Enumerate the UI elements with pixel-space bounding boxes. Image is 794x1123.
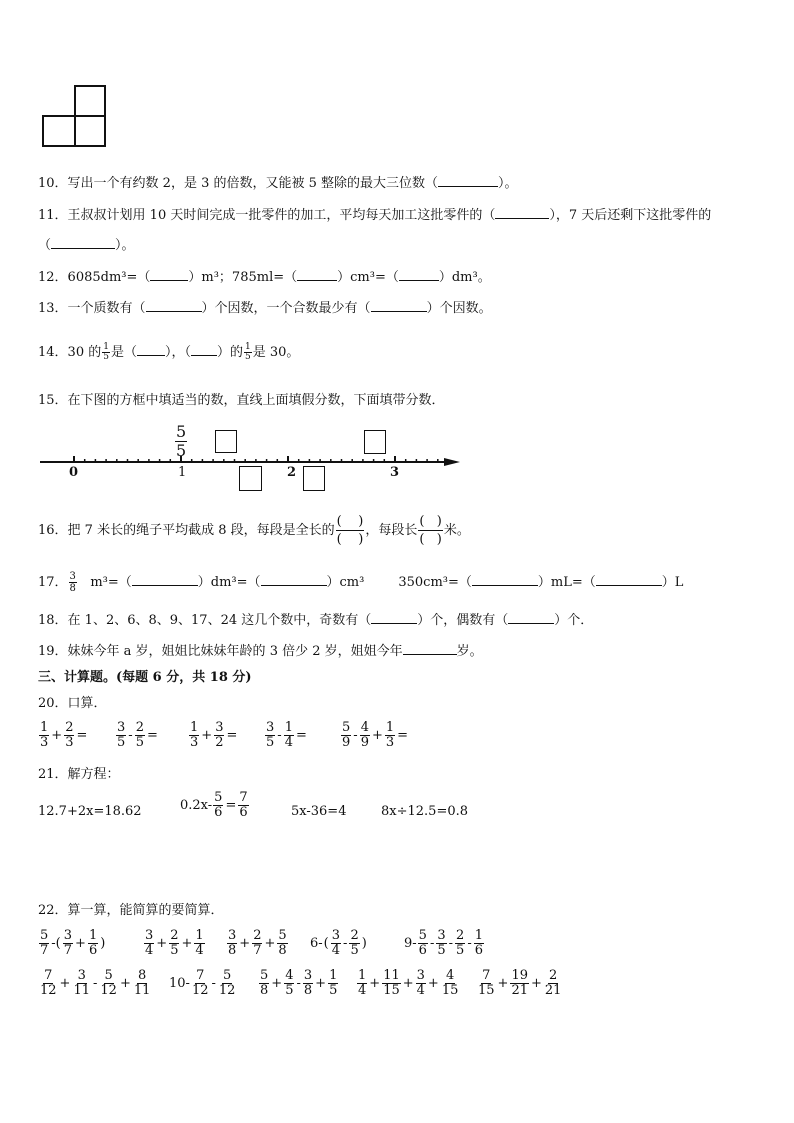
expression <box>38 969 152 998</box>
numerator: 2 <box>456 928 465 943</box>
operator: + <box>201 728 213 743</box>
answer-blank[interactable] <box>146 299 202 312</box>
denominator: 6 <box>474 943 484 958</box>
equation-3: 5x-36=4 <box>291 804 347 819</box>
numerator: 5 <box>214 790 223 805</box>
tick-label-1: 1 <box>178 465 187 480</box>
operator: = <box>397 728 409 743</box>
numerator: 2 <box>65 720 74 735</box>
tick-label-0: 0 <box>69 465 79 480</box>
denominator: 12 <box>191 983 209 998</box>
fraction <box>328 969 338 998</box>
answer-blank[interactable] <box>297 268 337 281</box>
answer-blank[interactable] <box>596 573 662 586</box>
answer-blank[interactable] <box>472 573 538 586</box>
denominator: 9 <box>360 735 369 750</box>
question-14: 14．30 的 $\frac{1}{5}$ 是（ ），（ ）的 $\frac{1}{5}$ 是 30。 <box>38 342 300 362</box>
numerator: 5 <box>418 928 427 943</box>
denominator: 5 <box>456 943 465 958</box>
numerator: 1 <box>190 720 199 735</box>
fraction <box>214 721 224 750</box>
fraction <box>441 969 460 998</box>
fraction: $\frac{1}{5}$ <box>103 342 109 362</box>
denominator: 11 <box>133 983 151 998</box>
fraction <box>418 929 428 958</box>
denominator: 4 <box>145 943 154 958</box>
denominator: 5 <box>350 943 359 958</box>
denominator: 21 <box>544 983 562 998</box>
numerator: 2 <box>135 720 144 735</box>
fraction: $\frac{3}{8}$ <box>69 571 76 594</box>
operator: + <box>264 936 276 951</box>
denominator: 4 <box>358 983 367 998</box>
denominator: 4 <box>331 943 341 958</box>
numerator: 5 <box>342 720 351 735</box>
fraction <box>133 969 152 998</box>
fraction <box>357 969 367 998</box>
answer-blank[interactable] <box>495 206 549 219</box>
numerator: 3 <box>266 720 275 735</box>
fraction <box>39 969 58 998</box>
numerator: 5 <box>260 968 269 983</box>
fraction <box>218 969 237 998</box>
operator: + <box>371 728 383 743</box>
equation-1: 12.7+2x=18.62 <box>38 804 142 819</box>
denominator: 7 <box>253 943 262 958</box>
numerator: 1 <box>329 968 338 983</box>
denominator: 6 <box>88 943 98 958</box>
answer-blank[interactable] <box>371 611 417 624</box>
expression <box>310 929 368 958</box>
fraction <box>194 929 204 958</box>
numerator: 5 <box>278 928 287 943</box>
fraction <box>72 969 91 998</box>
fraction <box>360 721 370 750</box>
fraction <box>169 929 179 958</box>
expression <box>143 929 206 958</box>
question-18: 18．在 1、2、6、8、9、17、24 这几个数中，奇数有（ ）个，偶数有（ ）个． <box>38 613 594 628</box>
question-12: 12．6085dm³=（ ）m³；785ml=（ ）cm³=（ ）dm³。 <box>38 270 491 285</box>
expression <box>476 969 563 998</box>
numerator: 2 <box>549 968 558 983</box>
question-16: 16．把 7 米长的绳子平均截成 8 段，每段是全长的 $\frac{( )}{( )}$ ，每段长 $\frac{( )}{( )}$ 米。 <box>38 514 470 547</box>
expression <box>169 969 237 998</box>
numerator: 3 <box>303 968 313 983</box>
numerator: 2 <box>350 928 359 943</box>
operator: = <box>226 728 238 743</box>
expression <box>115 721 159 750</box>
denominator: 2 <box>215 735 224 750</box>
denominator: 15 <box>383 983 400 998</box>
denominator: 5 <box>170 943 179 958</box>
fraction <box>436 929 446 958</box>
operator: + <box>427 976 439 991</box>
question-13: 13．一个质数有（ ）个因数，一个合数最少有（ ）个因数。 <box>38 301 492 316</box>
operator: + <box>315 976 327 991</box>
expression <box>356 969 460 998</box>
numerator: 3 <box>145 928 154 943</box>
numerator: 3 <box>228 928 237 943</box>
operator: - <box>211 976 216 991</box>
question-17: 17． $\frac{3}{8}$ m³=（ ）dm³=（ ）cm³ 350cm³=（ ）mL=（ ）L <box>38 571 684 594</box>
numerator: 1 <box>358 968 367 983</box>
operator: = <box>225 798 237 813</box>
section-title: 三、计算题。(每题 6 分，共 18 分) <box>38 670 252 685</box>
expression <box>404 929 485 958</box>
denominator: 4 <box>195 943 204 958</box>
fraction <box>385 721 395 750</box>
answer-box-above-1[interactable] <box>215 430 237 453</box>
fraction <box>213 791 223 820</box>
operator: + <box>531 976 542 991</box>
numerator: 7 <box>44 968 53 983</box>
denominator: 8 <box>278 943 287 958</box>
answer-blank[interactable] <box>150 268 188 281</box>
fraction <box>144 929 154 958</box>
expression <box>188 721 238 750</box>
fraction <box>99 969 118 998</box>
denominator: 4 <box>416 983 425 998</box>
fraction <box>510 969 529 998</box>
operator: - <box>343 936 348 951</box>
numerator: 1 <box>385 720 395 735</box>
answer-blank[interactable] <box>191 343 217 356</box>
operator: - <box>277 728 282 743</box>
fraction <box>116 721 126 750</box>
denominator: 5 <box>135 735 144 750</box>
denominator: 5 <box>117 735 126 750</box>
denominator: 8 <box>228 943 237 958</box>
numerator: 8 <box>137 968 147 983</box>
operator: + <box>239 936 251 951</box>
operator: + <box>51 728 63 743</box>
denominator: 8 <box>260 983 269 998</box>
answer-blank[interactable] <box>403 642 457 655</box>
fraction <box>331 929 341 958</box>
operator: - <box>93 976 98 991</box>
question-11-line1: 11．王叔叔计划用 10 天时间完成一批零件的加工，平均每天加工这批零件的（ ），7 天后还剩下这批零件的 <box>38 208 712 223</box>
answer-blank[interactable] <box>399 268 439 281</box>
numerator: 2 <box>253 928 262 943</box>
fraction <box>303 969 313 998</box>
numerator: 1 <box>88 928 98 943</box>
answer-box-above-2[interactable] <box>364 430 386 454</box>
numerator: 1 <box>474 928 484 943</box>
operator: -( <box>51 936 61 951</box>
numerator: 4 <box>445 968 455 983</box>
denominator: 3 <box>190 735 199 750</box>
answer-blank[interactable] <box>438 174 498 187</box>
equation-2: 0.2x- $\frac{5}{6}$ = $\frac{7}{6}$ <box>180 790 248 820</box>
operator: - <box>448 936 454 951</box>
fraction <box>259 969 269 998</box>
denominator: 3 <box>65 735 74 750</box>
tick-label-2: 2 <box>287 465 297 480</box>
operator: - <box>353 728 358 743</box>
numerator: 11 <box>383 968 400 983</box>
fraction <box>64 721 74 750</box>
denominator: 3 <box>40 735 49 750</box>
numerator: 7 <box>482 968 491 983</box>
question-21-title: 21．解方程： <box>38 767 120 782</box>
operator: + <box>156 936 168 951</box>
answer-fraction[interactable]: $\frac{( )}{( )}$ <box>419 514 442 547</box>
operator: + <box>119 976 131 991</box>
shape-square-top <box>74 85 106 117</box>
answer-blank[interactable] <box>51 236 115 249</box>
fraction <box>477 969 496 998</box>
numerator: 19 <box>511 968 528 983</box>
numerator: 1 <box>40 720 49 735</box>
numerator: 5 <box>223 968 232 983</box>
denominator: 21 <box>511 983 528 998</box>
operator: + <box>75 936 86 951</box>
fraction <box>63 929 73 958</box>
expression-lead: 9- <box>404 936 417 951</box>
operator: + <box>271 976 283 991</box>
expression <box>264 721 308 750</box>
operator: + <box>497 976 509 991</box>
fraction <box>416 969 426 998</box>
denominator: 4 <box>284 735 293 750</box>
denominator: 5 <box>266 735 275 750</box>
answer-blank[interactable] <box>137 343 165 356</box>
fraction <box>39 929 49 958</box>
answer-blank[interactable] <box>132 573 198 586</box>
denominator: 9 <box>342 735 351 750</box>
denominator: 12 <box>100 983 117 998</box>
denominator: 7 <box>63 943 73 958</box>
operator: ) <box>100 936 106 951</box>
expression-lead: 10- <box>169 976 190 991</box>
numerator: 7 <box>196 968 205 983</box>
denominator: 12 <box>218 983 236 998</box>
answer-blank[interactable] <box>508 611 554 624</box>
answer-blank[interactable] <box>371 299 427 312</box>
tick-label-3: 3 <box>390 465 400 480</box>
fraction <box>474 929 484 958</box>
numerator: 3 <box>437 928 446 943</box>
operator: = <box>76 728 88 743</box>
operator: + <box>402 976 414 991</box>
expression-lead: 6- <box>310 936 323 951</box>
denominator: 15 <box>441 983 459 998</box>
operator: - <box>296 976 301 991</box>
fraction <box>227 929 237 958</box>
question-20-title: 20．口算． <box>38 696 107 711</box>
fraction <box>238 791 248 820</box>
operator: - <box>467 936 472 951</box>
question-10: 10．写出一个有约数 2，是 3 的倍数，又能被 5 整除的最大三位数（ ）。 <box>38 176 518 191</box>
operator: = <box>146 728 158 743</box>
equation-4: 8x÷12.5=0.8 <box>381 804 469 819</box>
fraction <box>277 929 287 958</box>
question-19: 19．妹妹今年 a 岁，姐姐比妹妹年龄的 3 倍少 2 岁，姐姐今年 岁。 <box>38 644 483 659</box>
shape-square-bottom-left <box>42 115 76 147</box>
fraction <box>544 969 563 998</box>
denominator: 6 <box>418 943 427 958</box>
fraction <box>265 721 275 750</box>
answer-fraction[interactable]: $\frac{( )}{( )}$ <box>336 514 364 547</box>
denominator: 8 <box>303 983 313 998</box>
numerator: 7 <box>239 790 248 805</box>
denominator: 3 <box>385 735 395 750</box>
numerator: 4 <box>360 720 369 735</box>
fraction <box>284 721 294 750</box>
fraction <box>252 929 262 958</box>
denominator: 6 <box>214 805 223 820</box>
expression <box>340 721 409 750</box>
denominator: 5 <box>329 983 338 998</box>
shape-square-bottom-right <box>74 115 106 147</box>
question-11-line2: （ ）。 <box>38 238 135 253</box>
numerator: 3 <box>215 720 224 735</box>
denominator: 11 <box>73 983 90 998</box>
operator: ) <box>361 936 367 951</box>
answer-box-below-2[interactable] <box>303 466 325 491</box>
expression <box>38 721 88 750</box>
numerator: 3 <box>416 968 425 983</box>
fraction <box>88 929 98 958</box>
answer-blank[interactable] <box>261 573 327 586</box>
numerator: 4 <box>285 968 294 983</box>
numerator: 3 <box>77 968 86 983</box>
numerator: 3 <box>117 720 126 735</box>
denominator: 6 <box>239 805 248 820</box>
fraction: $\frac{1}{5}$ <box>245 342 251 362</box>
numerator: 2 <box>170 928 179 943</box>
denominator: 7 <box>40 943 49 958</box>
operator: - <box>429 936 435 951</box>
denominator: 12 <box>40 983 57 998</box>
fraction <box>284 969 294 998</box>
fraction <box>135 721 145 750</box>
fraction <box>341 721 351 750</box>
question-15: 15．在下图的方框中填适当的数，直线上面填假分数，下面填带分数． <box>38 393 445 408</box>
denominator: 5 <box>285 983 294 998</box>
expression <box>258 969 339 998</box>
numerator: 5 <box>104 968 113 983</box>
numerator: 3 <box>331 928 341 943</box>
operator: + <box>369 976 381 991</box>
fraction <box>382 969 401 998</box>
numerator: 1 <box>195 928 204 943</box>
operator: + <box>59 976 71 991</box>
expression <box>226 929 289 958</box>
fraction <box>455 929 465 958</box>
question-22-title: 22．算一算，能简算的要简算． <box>38 903 224 918</box>
numerator: 3 <box>63 928 73 943</box>
number-line-fraction: $\frac{5}{5}$ <box>176 422 187 460</box>
operator: = <box>295 728 307 743</box>
answer-box-below-1[interactable] <box>239 466 262 491</box>
fraction <box>349 929 359 958</box>
denominator: 5 <box>437 943 446 958</box>
numerator: 1 <box>284 720 293 735</box>
operator: ( <box>323 936 329 951</box>
operator: - <box>128 728 133 743</box>
fraction <box>191 969 210 998</box>
expression <box>38 929 106 958</box>
fraction <box>39 721 49 750</box>
numerator: 5 <box>40 928 49 943</box>
fraction <box>189 721 199 750</box>
denominator: 15 <box>478 983 495 998</box>
operator: + <box>181 936 193 951</box>
